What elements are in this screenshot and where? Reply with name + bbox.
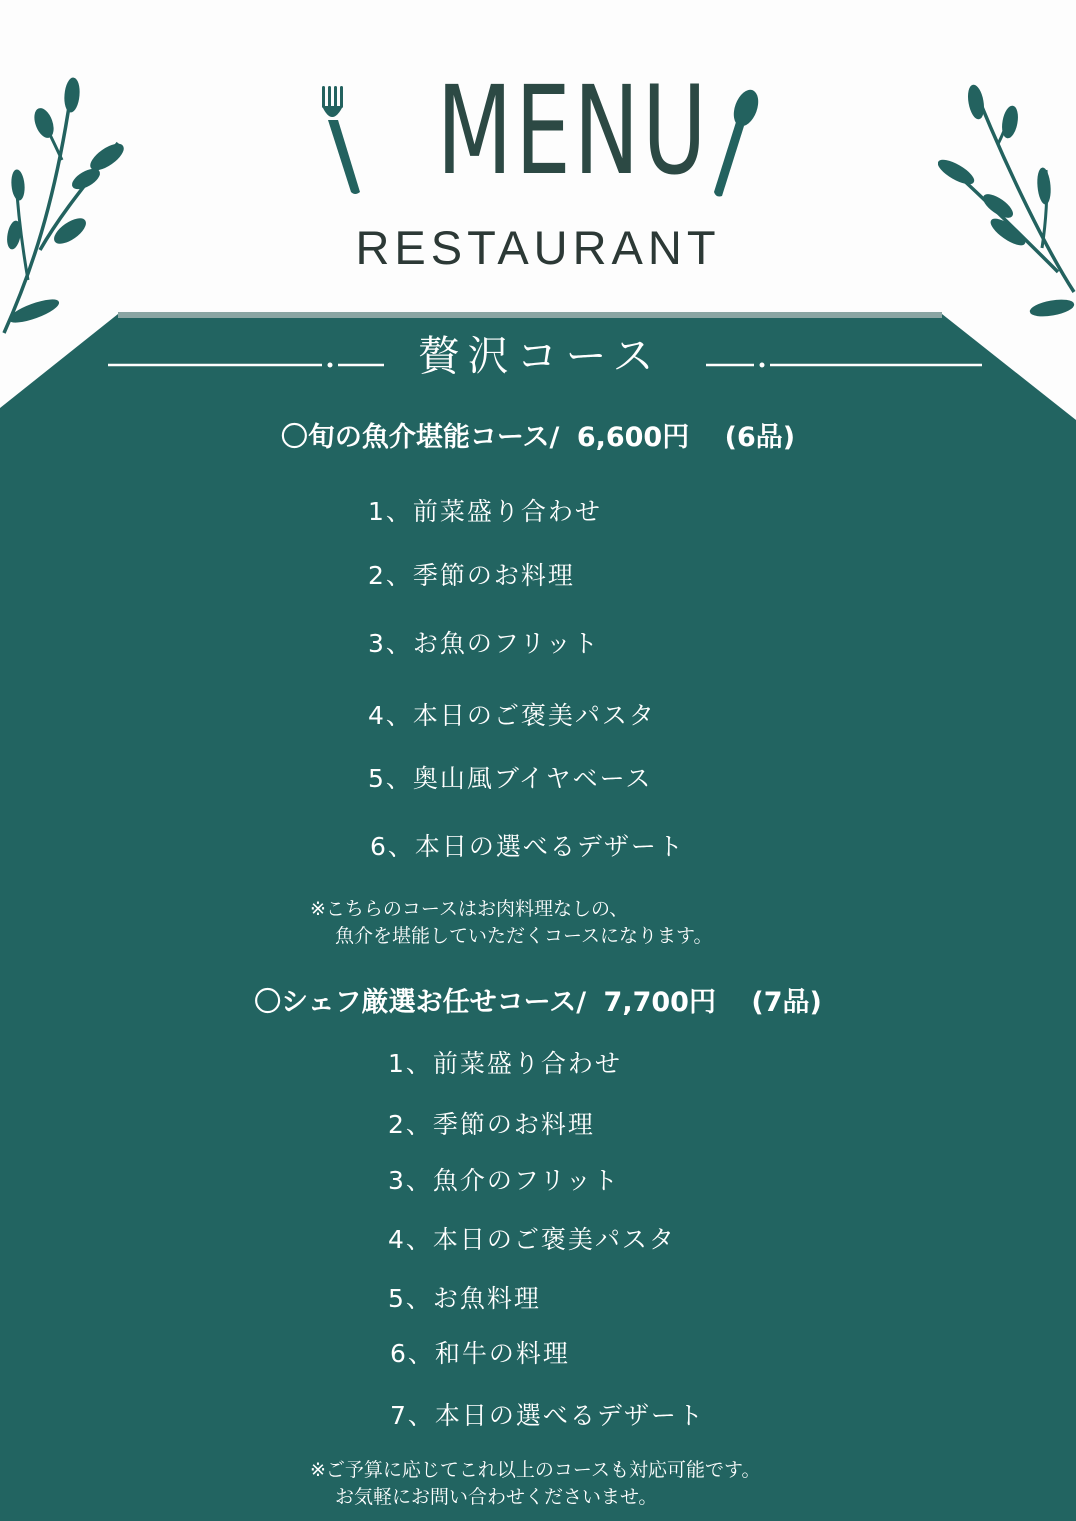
list-item: 4、本日のご褒美パスタ	[368, 701, 656, 730]
course-note	[310, 896, 713, 950]
restaurant-subtitle: RESTAURANT	[355, 221, 721, 274]
list-item: 5、奥山風ブイヤベース	[368, 764, 653, 793]
list-item: 1、前菜盛り合わせ	[388, 1049, 622, 1078]
menu-title: MENU	[436, 60, 710, 202]
list-item: 2、季節のお料理	[368, 561, 575, 590]
list-item: 7、本日の選べるデザート	[390, 1401, 705, 1430]
course-price: 6,600円	[576, 422, 690, 453]
spoon-icon	[706, 86, 762, 198]
list-item: 6、本日の選べるデザート	[370, 832, 685, 861]
list-item: 5、お魚料理	[388, 1284, 541, 1313]
course-note	[310, 1457, 760, 1511]
course-count: (6品)	[724, 422, 796, 453]
list-item: 6、和牛の料理	[390, 1339, 570, 1368]
course-count: (7品)	[751, 987, 822, 1018]
note-line: ※ご予算に応じてこれ以上のコースも対応可能です。	[310, 1459, 761, 1481]
section-heading: 贅沢コース	[418, 332, 662, 380]
leaf-branch-left-icon	[0, 75, 125, 340]
note-line: 魚介を堪能していただくコースになります。	[335, 925, 713, 947]
list-item: 2、季節のお料理	[388, 1110, 595, 1139]
course-title: 〇シェフ厳選お任せコース/	[254, 987, 587, 1018]
panel-top-edge	[118, 312, 942, 318]
fork-icon	[318, 84, 366, 196]
course-heading	[0, 424, 1076, 451]
course-price: 7,700円	[603, 987, 716, 1018]
course-title: 〇旬の魚介堪能コース/	[280, 422, 560, 453]
list-item: 1、前菜盛り合わせ	[368, 497, 602, 526]
leaf-branch-right-icon	[938, 82, 1076, 322]
note-line: ※こちらのコースはお肉料理なしの、	[310, 898, 629, 920]
course-heading	[0, 989, 1076, 1016]
list-item: 3、お魚のフリット	[368, 629, 600, 658]
list-item: 3、魚介のフリット	[388, 1166, 620, 1195]
list-item: 4、本日のご褒美パスタ	[388, 1225, 676, 1254]
note-line: お気軽にお問い合わせくださいませ。	[335, 1486, 658, 1508]
